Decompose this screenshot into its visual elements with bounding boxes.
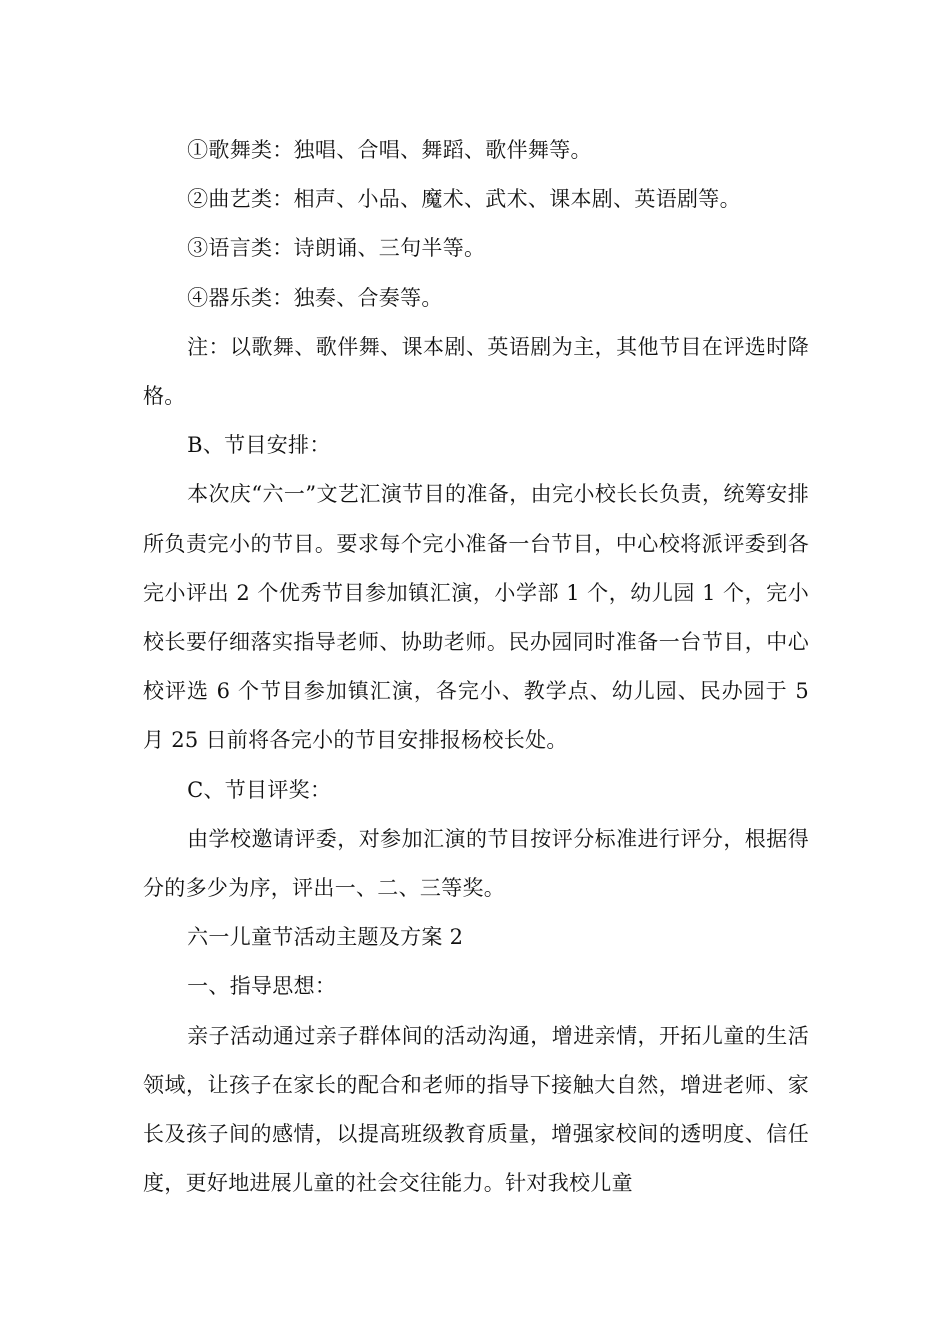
- section-heading-guiding-thought: 一、指导思想：: [187, 974, 337, 999]
- paragraph-note: 注：以歌舞、歌伴舞、课本剧、英语剧为主，其他节目在评选时降格。: [143, 334, 809, 409]
- paragraph-category-song-dance: ①歌舞类：独唱、合唱、舞蹈、歌伴舞等。: [187, 138, 592, 162]
- paragraph-guiding-thought: 亲子活动通过亲子群体间的活动沟通，增进亲情，开拓儿童的生活领域，让孩子在家长的配合和老师的指导下接触大自然，增进老师、家长及孩子间的感情，以提高班级教育质量，增强家校间的透明度、信任度，更好地进展儿童的社会交往能力。针对我校儿童: [143, 1023, 809, 1196]
- paragraph-category-folk-art: ②曲艺类：相声、小品、魔术、武术、课本剧、英语剧等。: [187, 187, 741, 212]
- paragraph-program-awards: 由学校邀请评委，对参加汇演的节目按评分标准进行评分，根据得分的多少为序，评出一、二、三等奖。: [143, 826, 809, 901]
- document-body: [143, 126, 809, 1208]
- section-heading-program-arrangement: B、节目安排：: [187, 433, 331, 458]
- paragraph-category-instrumental: ④器乐类：独奏、合奏等。: [187, 285, 443, 310]
- paragraph-program-arrangement: 本次庆“六一”文艺汇演节目的准备，由完小校长长负责，统筹安排所负责完小的节目。要求每个完小准备一台节目，中心校将派评委到各完小评出 2 个优秀节目参加镇汇演，小学部 1 个，幼儿园 1 个，完小校长要仔细落实指导老师、协助老师。民办园同时准备一台节目，中心校评选 6 个节目参加镇汇演，各完小、教学点、幼儿园、民办园于 5 月 25 日前将各完小的节目安排报杨校长处。: [143, 482, 809, 753]
- document-subtitle-plan-2: 六一儿童节活动主题及方案 2: [187, 925, 464, 950]
- section-heading-program-awards: C、节目评奖：: [187, 777, 332, 802]
- paragraph-category-language: ③语言类：诗朗诵、三句半等。: [187, 236, 486, 261]
